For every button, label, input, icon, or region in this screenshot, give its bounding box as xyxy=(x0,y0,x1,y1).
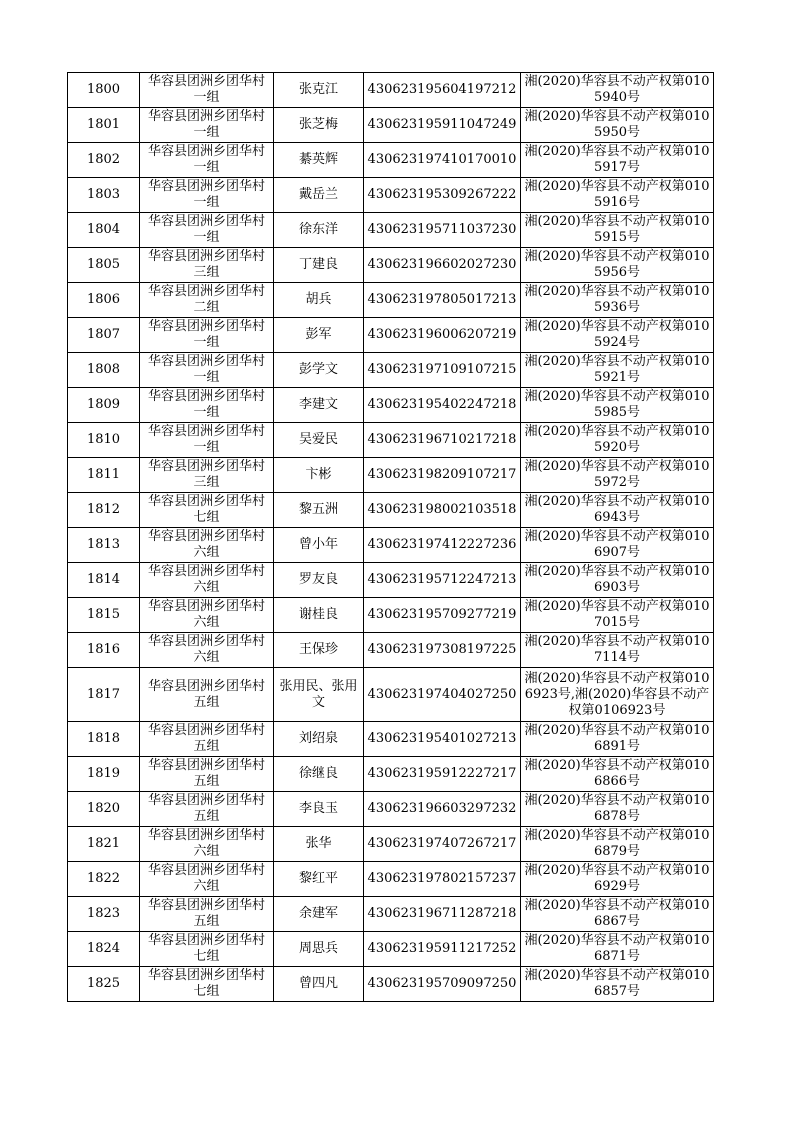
table-row xyxy=(68,213,714,248)
row-number-cell: 1820 xyxy=(68,792,140,827)
table-row xyxy=(68,897,714,932)
table-row xyxy=(68,178,714,213)
id-number-cell: 430623195911047249 xyxy=(364,108,521,143)
id-number-cell: 430623198002103518 xyxy=(364,493,521,528)
certificate-number-cell: 湘(2020)华容县不动产权第0106878号 xyxy=(521,792,714,827)
owner-name-cell: 曾小年 xyxy=(274,528,364,563)
row-number-cell: 1816 xyxy=(68,633,140,668)
row-number-cell: 1823 xyxy=(68,897,140,932)
row-number-cell: 1813 xyxy=(68,528,140,563)
certificate-number-cell: 湘(2020)华容县不动产权第0105917号 xyxy=(521,143,714,178)
row-number-cell: 1812 xyxy=(68,493,140,528)
certificate-number-cell: 湘(2020)华容县不动产权第0106857号 xyxy=(521,967,714,1002)
table-row xyxy=(68,143,714,178)
address-cell: 华容县团洲乡团华村三组 xyxy=(140,248,274,283)
id-number-cell: 430623197308197225 xyxy=(364,633,521,668)
certificate-number-cell: 湘(2020)华容县不动产权第0106903号 xyxy=(521,563,714,598)
certificate-number-cell: 湘(2020)华容县不动产权第0105972号 xyxy=(521,458,714,493)
id-number-cell: 430623195711037230 xyxy=(364,213,521,248)
table-row xyxy=(68,108,714,143)
certificate-number-cell: 湘(2020)华容县不动产权第0106867号 xyxy=(521,897,714,932)
owner-name-cell: 张用民、张用文 xyxy=(274,668,364,722)
table-row xyxy=(68,493,714,528)
address-cell: 华容县团洲乡团华村一组 xyxy=(140,143,274,178)
table-row xyxy=(68,827,714,862)
address-cell: 华容县团洲乡团华村六组 xyxy=(140,528,274,563)
address-cell: 华容县团洲乡团华村一组 xyxy=(140,388,274,423)
id-number-cell: 430623198209107217 xyxy=(364,458,521,493)
certificate-number-cell: 湘(2020)华容县不动产权第0106871号 xyxy=(521,932,714,967)
certificate-number-cell: 湘(2020)华容县不动产权第0106929号 xyxy=(521,862,714,897)
address-cell: 华容县团洲乡团华村五组 xyxy=(140,792,274,827)
owner-name-cell: 徐继良 xyxy=(274,757,364,792)
owner-name-cell: 张芝梅 xyxy=(274,108,364,143)
address-cell: 华容县团洲乡团华村一组 xyxy=(140,318,274,353)
row-number-cell: 1804 xyxy=(68,213,140,248)
row-number-cell: 1814 xyxy=(68,563,140,598)
table-row xyxy=(68,353,714,388)
address-cell: 华容县团洲乡团华村六组 xyxy=(140,633,274,668)
table-row xyxy=(68,598,714,633)
owner-name-cell: 黎五洲 xyxy=(274,493,364,528)
address-cell: 华容县团洲乡团华村七组 xyxy=(140,967,274,1002)
row-number-cell: 1805 xyxy=(68,248,140,283)
id-number-cell: 430623197109107215 xyxy=(364,353,521,388)
id-number-cell: 430623195401027213 xyxy=(364,722,521,757)
certificate-number-cell: 湘(2020)华容县不动产权第0105956号 xyxy=(521,248,714,283)
address-cell: 华容县团洲乡团华村一组 xyxy=(140,423,274,458)
address-cell: 华容县团洲乡团华村一组 xyxy=(140,213,274,248)
certificate-number-cell: 湘(2020)华容县不动产权第0105920号 xyxy=(521,423,714,458)
id-number-cell: 430623197802157237 xyxy=(364,862,521,897)
certificate-number-cell: 湘(2020)华容县不动产权第0106943号 xyxy=(521,493,714,528)
table-row xyxy=(68,528,714,563)
id-number-cell: 430623195402247218 xyxy=(364,388,521,423)
owner-name-cell: 吴爱民 xyxy=(274,423,364,458)
owner-name-cell: 余建军 xyxy=(274,897,364,932)
id-number-cell: 430623195709277219 xyxy=(364,598,521,633)
address-cell: 华容县团洲乡团华村五组 xyxy=(140,668,274,722)
address-cell: 华容县团洲乡团华村五组 xyxy=(140,757,274,792)
certificate-number-cell: 湘(2020)华容县不动产权第0105940号 xyxy=(521,73,714,108)
table-row xyxy=(68,932,714,967)
owner-name-cell: 罗友良 xyxy=(274,563,364,598)
id-number-cell: 430623197412227236 xyxy=(364,528,521,563)
address-cell: 华容县团洲乡团华村六组 xyxy=(140,563,274,598)
address-cell: 华容县团洲乡团华村一组 xyxy=(140,178,274,213)
table-row xyxy=(68,248,714,283)
table-row xyxy=(68,423,714,458)
id-number-cell: 430623196603297232 xyxy=(364,792,521,827)
owner-name-cell: 胡兵 xyxy=(274,283,364,318)
id-number-cell: 430623196710217218 xyxy=(364,423,521,458)
row-number-cell: 1825 xyxy=(68,967,140,1002)
table-row xyxy=(68,458,714,493)
owner-name-cell: 周思兵 xyxy=(274,932,364,967)
row-number-cell: 1819 xyxy=(68,757,140,792)
row-number-cell: 1811 xyxy=(68,458,140,493)
owner-name-cell: 徐东洋 xyxy=(274,213,364,248)
row-number-cell: 1810 xyxy=(68,423,140,458)
address-cell: 华容县团洲乡团华村一组 xyxy=(140,108,274,143)
table-row xyxy=(68,633,714,668)
table-row xyxy=(68,318,714,353)
row-number-cell: 1808 xyxy=(68,353,140,388)
address-cell: 华容县团洲乡团华村七组 xyxy=(140,493,274,528)
property-register-table xyxy=(67,72,714,1002)
table-row xyxy=(68,668,714,722)
certificate-number-cell: 湘(2020)华容县不动产权第0107114号 xyxy=(521,633,714,668)
row-number-cell: 1803 xyxy=(68,178,140,213)
id-number-cell: 430623195911217252 xyxy=(364,932,521,967)
id-number-cell: 430623196006207219 xyxy=(364,318,521,353)
owner-name-cell: 张华 xyxy=(274,827,364,862)
row-number-cell: 1818 xyxy=(68,722,140,757)
certificate-number-cell: 湘(2020)华容县不动产权第0106907号 xyxy=(521,528,714,563)
certificate-number-cell: 湘(2020)华容县不动产权第0105915号 xyxy=(521,213,714,248)
address-cell: 华容县团洲乡团华村六组 xyxy=(140,598,274,633)
id-number-cell: 430623196602027230 xyxy=(364,248,521,283)
table-row xyxy=(68,388,714,423)
owner-name-cell: 刘绍泉 xyxy=(274,722,364,757)
certificate-number-cell: 湘(2020)华容县不动产权第0105916号 xyxy=(521,178,714,213)
owner-name-cell: 黎红平 xyxy=(274,862,364,897)
row-number-cell: 1822 xyxy=(68,862,140,897)
id-number-cell: 430623196711287218 xyxy=(364,897,521,932)
row-number-cell: 1824 xyxy=(68,932,140,967)
owner-name-cell: 李建文 xyxy=(274,388,364,423)
table-row xyxy=(68,283,714,318)
owner-name-cell: 綦英辉 xyxy=(274,143,364,178)
id-number-cell: 430623197404027250 xyxy=(364,668,521,722)
owner-name-cell: 张克江 xyxy=(274,73,364,108)
address-cell: 华容县团洲乡团华村五组 xyxy=(140,897,274,932)
owner-name-cell: 彭军 xyxy=(274,318,364,353)
row-number-cell: 1802 xyxy=(68,143,140,178)
row-number-cell: 1801 xyxy=(68,108,140,143)
owner-name-cell: 彭学文 xyxy=(274,353,364,388)
table-row xyxy=(68,73,714,108)
id-number-cell: 430623195712247213 xyxy=(364,563,521,598)
address-cell: 华容县团洲乡团华村五组 xyxy=(140,722,274,757)
register-table-body xyxy=(68,73,714,1002)
table-row xyxy=(68,757,714,792)
certificate-number-cell: 湘(2020)华容县不动产权第0107015号 xyxy=(521,598,714,633)
address-cell: 华容县团洲乡团华村一组 xyxy=(140,73,274,108)
id-number-cell: 430623197407267217 xyxy=(364,827,521,862)
table-row xyxy=(68,862,714,897)
certificate-number-cell: 湘(2020)华容县不动产权第0106879号 xyxy=(521,827,714,862)
certificate-number-cell: 湘(2020)华容县不动产权第0105936号 xyxy=(521,283,714,318)
address-cell: 华容县团洲乡团华村六组 xyxy=(140,862,274,897)
certificate-number-cell: 湘(2020)华容县不动产权第0106891号 xyxy=(521,722,714,757)
certificate-number-cell: 湘(2020)华容县不动产权第0105950号 xyxy=(521,108,714,143)
address-cell: 华容县团洲乡团华村六组 xyxy=(140,827,274,862)
certificate-number-cell: 湘(2020)华容县不动产权第0106866号 xyxy=(521,757,714,792)
row-number-cell: 1806 xyxy=(68,283,140,318)
table-row xyxy=(68,563,714,598)
table-row xyxy=(68,792,714,827)
row-number-cell: 1815 xyxy=(68,598,140,633)
certificate-number-cell: 湘(2020)华容县不动产权第0105921号 xyxy=(521,353,714,388)
owner-name-cell: 戴岳兰 xyxy=(274,178,364,213)
row-number-cell: 1817 xyxy=(68,668,140,722)
owner-name-cell: 卞彬 xyxy=(274,458,364,493)
id-number-cell: 430623195709097250 xyxy=(364,967,521,1002)
owner-name-cell: 王保珍 xyxy=(274,633,364,668)
table-row xyxy=(68,967,714,1002)
owner-name-cell: 谢桂良 xyxy=(274,598,364,633)
certificate-number-cell: 湘(2020)华容县不动产权第0105924号 xyxy=(521,318,714,353)
address-cell: 华容县团洲乡团华村一组 xyxy=(140,353,274,388)
row-number-cell: 1807 xyxy=(68,318,140,353)
owner-name-cell: 李良玉 xyxy=(274,792,364,827)
owner-name-cell: 曾四凡 xyxy=(274,967,364,1002)
row-number-cell: 1809 xyxy=(68,388,140,423)
id-number-cell: 430623195604197212 xyxy=(364,73,521,108)
row-number-cell: 1800 xyxy=(68,73,140,108)
id-number-cell: 430623195309267222 xyxy=(364,178,521,213)
address-cell: 华容县团洲乡团华村二组 xyxy=(140,283,274,318)
owner-name-cell: 丁建良 xyxy=(274,248,364,283)
id-number-cell: 430623197805017213 xyxy=(364,283,521,318)
id-number-cell: 430623195912227217 xyxy=(364,757,521,792)
address-cell: 华容县团洲乡团华村三组 xyxy=(140,458,274,493)
certificate-number-cell: 湘(2020)华容县不动产权第0106923号,湘(2020)华容县不动产权第0106923号 xyxy=(521,668,714,722)
certificate-number-cell: 湘(2020)华容县不动产权第0105985号 xyxy=(521,388,714,423)
table-row xyxy=(68,722,714,757)
id-number-cell: 430623197410170010 xyxy=(364,143,521,178)
address-cell: 华容县团洲乡团华村七组 xyxy=(140,932,274,967)
row-number-cell: 1821 xyxy=(68,827,140,862)
